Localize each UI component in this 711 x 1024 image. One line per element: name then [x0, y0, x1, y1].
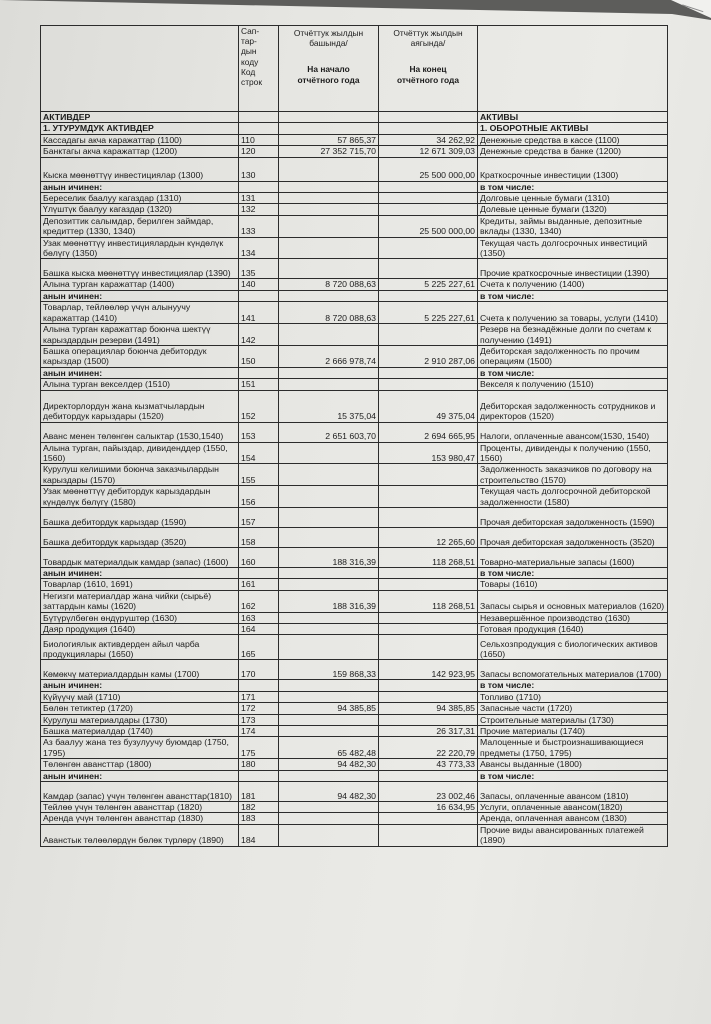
row-code: 155 — [239, 464, 279, 486]
row-code: 173 — [239, 714, 279, 725]
row-end-value — [379, 181, 478, 192]
table-row — [41, 824, 668, 846]
row-code: 110 — [239, 134, 279, 145]
row-code: 170 — [239, 660, 279, 680]
table-row — [41, 379, 668, 390]
table-row — [41, 279, 668, 290]
row-label-russian: Кредиты, займы выданные, депозитные вклады (1330, 1340) — [478, 215, 668, 237]
row-end-value: 142 923,95 — [379, 660, 478, 680]
table-row — [41, 782, 668, 802]
row-label-kyrgyz: Кыска мөөнөттүү инвестициялар (1300) — [41, 157, 239, 181]
corner-mark — [682, 0, 706, 12]
row-label-kyrgyz: анын ичинен: — [41, 680, 239, 691]
row-code: 131 — [239, 193, 279, 204]
row-start-value — [279, 579, 379, 590]
row-label-russian: в том числе: — [478, 181, 668, 192]
row-label-kyrgyz: Алына турган, пайыздар, дивиденддер (1550, 1560) — [41, 442, 239, 464]
row-end-value: 153 980,47 — [379, 442, 478, 464]
row-label-kyrgyz: Аванс менен төлөнгөн салыктар (1530,1540) — [41, 422, 239, 442]
row-code: 120 — [239, 146, 279, 157]
row-label-russian: Запасные части (1720) — [478, 703, 668, 714]
balance-sheet-table — [40, 25, 668, 847]
table-row — [41, 215, 668, 237]
row-code — [239, 367, 279, 378]
row-end-value — [379, 507, 478, 527]
row-label-russian: в том числе: — [478, 367, 668, 378]
row-label-kyrgyz: Товардык материалдык камдар (запас) (1600) — [41, 547, 239, 567]
header-start-of-year — [279, 26, 379, 112]
row-code: 157 — [239, 507, 279, 527]
row-start-value: 2 666 978,74 — [279, 345, 379, 367]
row-code: 134 — [239, 237, 279, 259]
table-row — [41, 290, 668, 301]
row-label-russian: Готовая продукция (1640) — [478, 624, 668, 635]
row-end-value — [379, 290, 478, 301]
table-row — [41, 134, 668, 145]
row-start-value — [279, 612, 379, 623]
table-row — [41, 680, 668, 691]
table-row — [41, 123, 668, 134]
row-end-value — [379, 691, 478, 702]
row-label-kyrgyz: Башка дебитордук карыздар (3520) — [41, 527, 239, 547]
row-code — [239, 112, 279, 123]
row-label-kyrgyz: Башка материалдар (1740) — [41, 726, 239, 737]
row-end-value — [379, 567, 478, 578]
row-end-value: 43 773,33 — [379, 759, 478, 770]
row-start-value — [279, 813, 379, 824]
row-label-russian: Авансы выданные (1800) — [478, 759, 668, 770]
row-code — [239, 290, 279, 301]
table-row — [41, 507, 668, 527]
row-label-russian: Прочие краткосрочные инвестиции (1390) — [478, 259, 668, 279]
header-code: Сап- тар- дын коду Код строк — [239, 26, 279, 112]
row-label-russian: Резерв на безнадёжные долги по счетам к получению (1491) — [478, 324, 668, 346]
row-label-kyrgyz: Алына турган каражаттар (1400) — [41, 279, 239, 290]
table-row — [41, 237, 668, 259]
table-row — [41, 486, 668, 508]
row-start-value — [279, 367, 379, 378]
table-row — [41, 204, 668, 215]
row-end-value — [379, 624, 478, 635]
row-label-kyrgyz: Аренда үчүн төлөнгөн авансттар (1830) — [41, 813, 239, 824]
row-label-kyrgyz: Курулуш келишими боюнча заказчылардын карыздары (1570) — [41, 464, 239, 486]
row-code: 135 — [239, 259, 279, 279]
row-label-kyrgyz: Алына турган каражаттар боюнча шектүү карыздардын резерви (1491) — [41, 324, 239, 346]
header-end-ru: На конец отчётного года — [397, 64, 459, 85]
row-label-kyrgyz: Камдар (запас) үчүн төлөнгөн авансттар(1810) — [41, 782, 239, 802]
row-label-kyrgyz: Курулуш материалдары (1730) — [41, 714, 239, 725]
row-code: 154 — [239, 442, 279, 464]
row-start-value — [279, 324, 379, 346]
row-code: 140 — [239, 279, 279, 290]
row-end-value — [379, 367, 478, 378]
row-end-value — [379, 237, 478, 259]
row-label-russian: Счета к получению за товары, услуги (1410) — [478, 302, 668, 324]
row-label-kyrgyz: Негизги материалдар жана чийки (сырьё) заттардын камы (1620) — [41, 590, 239, 612]
row-label-kyrgyz: Товарлар (1610, 1691) — [41, 579, 239, 590]
row-start-value — [279, 567, 379, 578]
row-label-kyrgyz: Директорлордун жана кызматчылардын дебитордук карыздары (1520) — [41, 390, 239, 422]
row-end-value: 34 262,92 — [379, 134, 478, 145]
row-end-value: 5 225 227,61 — [379, 302, 478, 324]
table-row — [41, 442, 668, 464]
row-label-russian: Товары (1610) — [478, 579, 668, 590]
row-label-russian: Прочая дебиторская задолженность (1590) — [478, 507, 668, 527]
row-code: 180 — [239, 759, 279, 770]
row-start-value — [279, 112, 379, 123]
table-row — [41, 367, 668, 378]
row-label-russian: Незавершённое производство (1630) — [478, 612, 668, 623]
row-code: 183 — [239, 813, 279, 824]
row-label-kyrgyz: Аванстык төлөөлөрдүн бөлөк түрлөрү (1890) — [41, 824, 239, 846]
row-code: 172 — [239, 703, 279, 714]
row-start-value — [279, 259, 379, 279]
row-start-value — [279, 691, 379, 702]
row-end-value: 2 910 287,06 — [379, 345, 478, 367]
table-row — [41, 612, 668, 623]
row-code: 150 — [239, 345, 279, 367]
row-label-russian: Краткосрочные инвестиции (1300) — [478, 157, 668, 181]
table-row — [41, 302, 668, 324]
row-start-value: 8 720 088,63 — [279, 279, 379, 290]
row-end-value: 23 002,46 — [379, 782, 478, 802]
row-start-value: 159 868,33 — [279, 660, 379, 680]
row-start-value — [279, 802, 379, 813]
row-end-value: 12 671 309,03 — [379, 146, 478, 157]
row-code: 142 — [239, 324, 279, 346]
table-row — [41, 802, 668, 813]
row-label-kyrgyz: Тейлөө үчүн төлөнгөн авансттар (1820) — [41, 802, 239, 813]
header-start-ky: Отчёттук жылдын башында/ — [293, 28, 364, 49]
row-end-value: 22 220,79 — [379, 737, 478, 759]
row-label-russian: Прочие виды авансированных платежей (1890) — [478, 824, 668, 846]
table-row — [41, 635, 668, 660]
row-start-value: 94 482,30 — [279, 782, 379, 802]
row-start-value — [279, 680, 379, 691]
table-row — [41, 527, 668, 547]
row-code — [239, 123, 279, 134]
table-row — [41, 146, 668, 157]
row-code: 133 — [239, 215, 279, 237]
row-start-value: 188 316,39 — [279, 547, 379, 567]
row-end-value: 94 385,85 — [379, 703, 478, 714]
row-start-value — [279, 204, 379, 215]
row-start-value — [279, 635, 379, 660]
row-label-kyrgyz: АКТИВДЕР — [41, 112, 239, 123]
row-start-value — [279, 714, 379, 725]
row-label-kyrgyz: 1. УТУРУМДУК АКТИВДЕР — [41, 123, 239, 134]
row-label-kyrgyz: Башка дебитордук карыздар (1590) — [41, 507, 239, 527]
row-end-value — [379, 193, 478, 204]
row-end-value: 5 225 227,61 — [379, 279, 478, 290]
row-code: 153 — [239, 422, 279, 442]
row-code: 152 — [239, 390, 279, 422]
row-end-value: 49 375,04 — [379, 390, 478, 422]
row-end-value — [379, 770, 478, 781]
table-row — [41, 157, 668, 181]
row-code: 132 — [239, 204, 279, 215]
row-label-russian: Прочие материалы (1740) — [478, 726, 668, 737]
row-end-value — [379, 486, 478, 508]
row-label-russian: Топливо (1710) — [478, 691, 668, 702]
row-label-kyrgyz: анын ичинен: — [41, 367, 239, 378]
table-row — [41, 691, 668, 702]
table-header-row — [41, 26, 668, 112]
row-start-value — [279, 507, 379, 527]
row-start-value — [279, 290, 379, 301]
row-code: 156 — [239, 486, 279, 508]
row-code: 165 — [239, 635, 279, 660]
row-end-value: 25 500 000,00 — [379, 215, 478, 237]
row-label-kyrgyz: Аз баалуу жана тез бузулуучу буюмдар (1750, 1795) — [41, 737, 239, 759]
table-row — [41, 324, 668, 346]
row-label-russian: Дебиторская задолженность по прочим операциям (1500) — [478, 345, 668, 367]
row-start-value — [279, 726, 379, 737]
row-label-russian: Векселя к получению (1510) — [478, 379, 668, 390]
table-row — [41, 181, 668, 192]
row-label-kyrgyz: Бүтүрүлбөгөн өндүрүштөр (1630) — [41, 612, 239, 623]
table-row — [41, 813, 668, 824]
row-label-kyrgyz: Биологиялык активдерден айыл чарба продукциялары (1650) — [41, 635, 239, 660]
row-label-russian: в том числе: — [478, 680, 668, 691]
table-row — [41, 422, 668, 442]
table-row — [41, 770, 668, 781]
row-end-value — [379, 824, 478, 846]
row-end-value — [379, 579, 478, 590]
table-row — [41, 726, 668, 737]
row-label-kyrgyz: Депозиттик салымдар, берилген займдар, кредиттер (1330, 1340) — [41, 215, 239, 237]
table-row — [41, 590, 668, 612]
row-end-value — [379, 464, 478, 486]
row-end-value — [379, 324, 478, 346]
row-label-russian: 1. ОБОРОТНЫЕ АКТИВЫ — [478, 123, 668, 134]
row-label-kyrgyz: Бөлөн тетиктер (1720) — [41, 703, 239, 714]
row-start-value — [279, 123, 379, 134]
row-end-value — [379, 680, 478, 691]
row-end-value: 16 634,95 — [379, 802, 478, 813]
row-start-value — [279, 527, 379, 547]
row-code: 151 — [239, 379, 279, 390]
table-row — [41, 345, 668, 367]
row-code: 161 — [239, 579, 279, 590]
table-row — [41, 567, 668, 578]
row-end-value — [379, 123, 478, 134]
row-start-value: 94 385,85 — [279, 703, 379, 714]
table-row — [41, 464, 668, 486]
row-label-kyrgyz: Үлүштүк баалуу кагаздар (1320) — [41, 204, 239, 215]
row-label-russian: Текущая часть долгосрочной дебиторской задолженности (1580) — [478, 486, 668, 508]
row-code: 175 — [239, 737, 279, 759]
row-end-value — [379, 259, 478, 279]
table-row — [41, 703, 668, 714]
row-start-value — [279, 379, 379, 390]
row-label-kyrgyz: Башка операциялар боюнча дебитордук карыздар (1500) — [41, 345, 239, 367]
row-code: 184 — [239, 824, 279, 846]
row-label-russian: Денежные средства в банке (1200) — [478, 146, 668, 157]
table-row — [41, 547, 668, 567]
row-label-kyrgyz: Даяр продукция (1640) — [41, 624, 239, 635]
row-label-kyrgyz: Товарлар, тейлөөлөр үчүн алынуучу каражаттар (1410) — [41, 302, 239, 324]
row-label-russian: Запасы, оплаченные авансом (1810) — [478, 782, 668, 802]
table-row — [41, 759, 668, 770]
header-blank-right — [478, 26, 668, 112]
row-label-kyrgyz: Күйүүчү май (1710) — [41, 691, 239, 702]
header-end-ky: Отчёттук жылдын аягында/ — [393, 28, 463, 49]
row-code — [239, 680, 279, 691]
row-label-kyrgyz: Башка кыска мөөнөттүү инвестициялар (1390) — [41, 259, 239, 279]
row-start-value — [279, 442, 379, 464]
row-start-value — [279, 464, 379, 486]
row-end-value — [379, 204, 478, 215]
row-code: 160 — [239, 547, 279, 567]
row-start-value — [279, 770, 379, 781]
row-label-russian: Малоценные и быстроизнашивающиеся предметы (1750, 1795) — [478, 737, 668, 759]
row-code: 174 — [239, 726, 279, 737]
row-start-value — [279, 215, 379, 237]
row-label-kyrgyz: анын ичинен: — [41, 567, 239, 578]
row-code: 163 — [239, 612, 279, 623]
row-code — [239, 770, 279, 781]
row-label-kyrgyz: Узак мөөнөттүү дебитордук карыздардын күндөлүк бөлүгү (1580) — [41, 486, 239, 508]
row-end-value — [379, 714, 478, 725]
row-end-value — [379, 635, 478, 660]
row-label-russian: в том числе: — [478, 567, 668, 578]
row-start-value: 65 482,48 — [279, 737, 379, 759]
row-label-russian: Прочая дебиторская задолженность (3520) — [478, 527, 668, 547]
row-label-russian: Текущая часть долгосрочных инвестиций (1350) — [478, 237, 668, 259]
row-start-value: 94 482,30 — [279, 759, 379, 770]
row-code: 181 — [239, 782, 279, 802]
row-label-russian: АКТИВЫ — [478, 112, 668, 123]
row-code — [239, 567, 279, 578]
row-end-value: 25 500 000,00 — [379, 157, 478, 181]
row-label-russian: Аренда, оплаченная авансом (1830) — [478, 813, 668, 824]
row-label-kyrgyz: анын ичинен: — [41, 181, 239, 192]
row-code: 171 — [239, 691, 279, 702]
row-label-russian: в том числе: — [478, 290, 668, 301]
row-start-value — [279, 824, 379, 846]
row-start-value — [279, 237, 379, 259]
row-code: 162 — [239, 590, 279, 612]
row-label-russian: Строительные материалы (1730) — [478, 714, 668, 725]
row-label-russian: Услуги, оплаченные авансом(1820) — [478, 802, 668, 813]
table-row — [41, 714, 668, 725]
row-label-russian: Дебиторская задолженность сотрудников и директоров (1520) — [478, 390, 668, 422]
row-label-kyrgyz: Алына турган вексeлдер (1510) — [41, 379, 239, 390]
row-code: 130 — [239, 157, 279, 181]
row-start-value — [279, 193, 379, 204]
row-label-russian: Налоги, оплаченные авансом(1530, 1540) — [478, 422, 668, 442]
table-row — [41, 112, 668, 123]
row-label-russian: Счета к получению (1400) — [478, 279, 668, 290]
row-start-value — [279, 181, 379, 192]
table-row — [41, 624, 668, 635]
row-label-russian: Запасы вспомогательных материалов (1700) — [478, 660, 668, 680]
header-blank-left — [41, 26, 239, 112]
table-row — [41, 660, 668, 680]
row-end-value — [379, 612, 478, 623]
row-label-kyrgyz: Банктагы акча каражаттар (1200) — [41, 146, 239, 157]
row-start-value — [279, 624, 379, 635]
row-start-value: 15 375,04 — [279, 390, 379, 422]
row-end-value: 26 317,31 — [379, 726, 478, 737]
row-label-russian: Проценты, дивиденды к получению (1550, 1560) — [478, 442, 668, 464]
row-label-kyrgyz: Узак мөөнөттүү инвестициялардын күндөлүк бөлүгү (1350) — [41, 237, 239, 259]
row-end-value: 118 268,51 — [379, 590, 478, 612]
row-start-value: 57 865,37 — [279, 134, 379, 145]
row-label-russian: Долговые ценные бумаги (1310) — [478, 193, 668, 204]
row-label-kyrgyz: Төлөнгөн авансттар (1800) — [41, 759, 239, 770]
table-row — [41, 390, 668, 422]
row-label-kyrgyz: анын ичинен: — [41, 770, 239, 781]
row-label-russian: Товарно-материальные запасы (1600) — [478, 547, 668, 567]
row-end-value — [379, 813, 478, 824]
row-start-value: 8 720 088,63 — [279, 302, 379, 324]
row-end-value: 12 265,60 — [379, 527, 478, 547]
row-start-value: 2 651 603,70 — [279, 422, 379, 442]
row-label-kyrgyz: Береселик баалуу кагаздар (1310) — [41, 193, 239, 204]
row-label-russian: Запасы сырья и основных материалов (1620) — [478, 590, 668, 612]
row-start-value — [279, 486, 379, 508]
row-label-kyrgyz: Кассадагы акча каражаттар (1100) — [41, 134, 239, 145]
row-label-russian: Задолженность заказчиков по договору на строительство (1570) — [478, 464, 668, 486]
row-end-value: 2 694 665,95 — [379, 422, 478, 442]
row-code: 164 — [239, 624, 279, 635]
row-code: 141 — [239, 302, 279, 324]
row-label-kyrgyz: анын ичинен: — [41, 290, 239, 301]
header-start-ru: На начало отчётного года — [297, 64, 360, 85]
row-start-value: 27 352 715,70 — [279, 146, 379, 157]
header-end-of-year — [379, 26, 478, 112]
row-end-value — [379, 112, 478, 123]
row-label-russian: Денежные средства в кассе (1100) — [478, 134, 668, 145]
row-start-value: 188 316,39 — [279, 590, 379, 612]
row-code: 158 — [239, 527, 279, 547]
row-label-russian: Долевые ценные бумаги (1320) — [478, 204, 668, 215]
table-row — [41, 193, 668, 204]
table-row — [41, 259, 668, 279]
row-label-russian: Сельхозпродукция с биологических активов (1650) — [478, 635, 668, 660]
row-start-value — [279, 157, 379, 181]
row-end-value: 118 268,51 — [379, 547, 478, 567]
table-row — [41, 579, 668, 590]
row-end-value — [379, 379, 478, 390]
row-label-kyrgyz: Көмөкчү материалдардын камы (1700) — [41, 660, 239, 680]
row-label-russian: в том числе: — [478, 770, 668, 781]
row-code: 182 — [239, 802, 279, 813]
row-code — [239, 181, 279, 192]
table-row — [41, 737, 668, 759]
